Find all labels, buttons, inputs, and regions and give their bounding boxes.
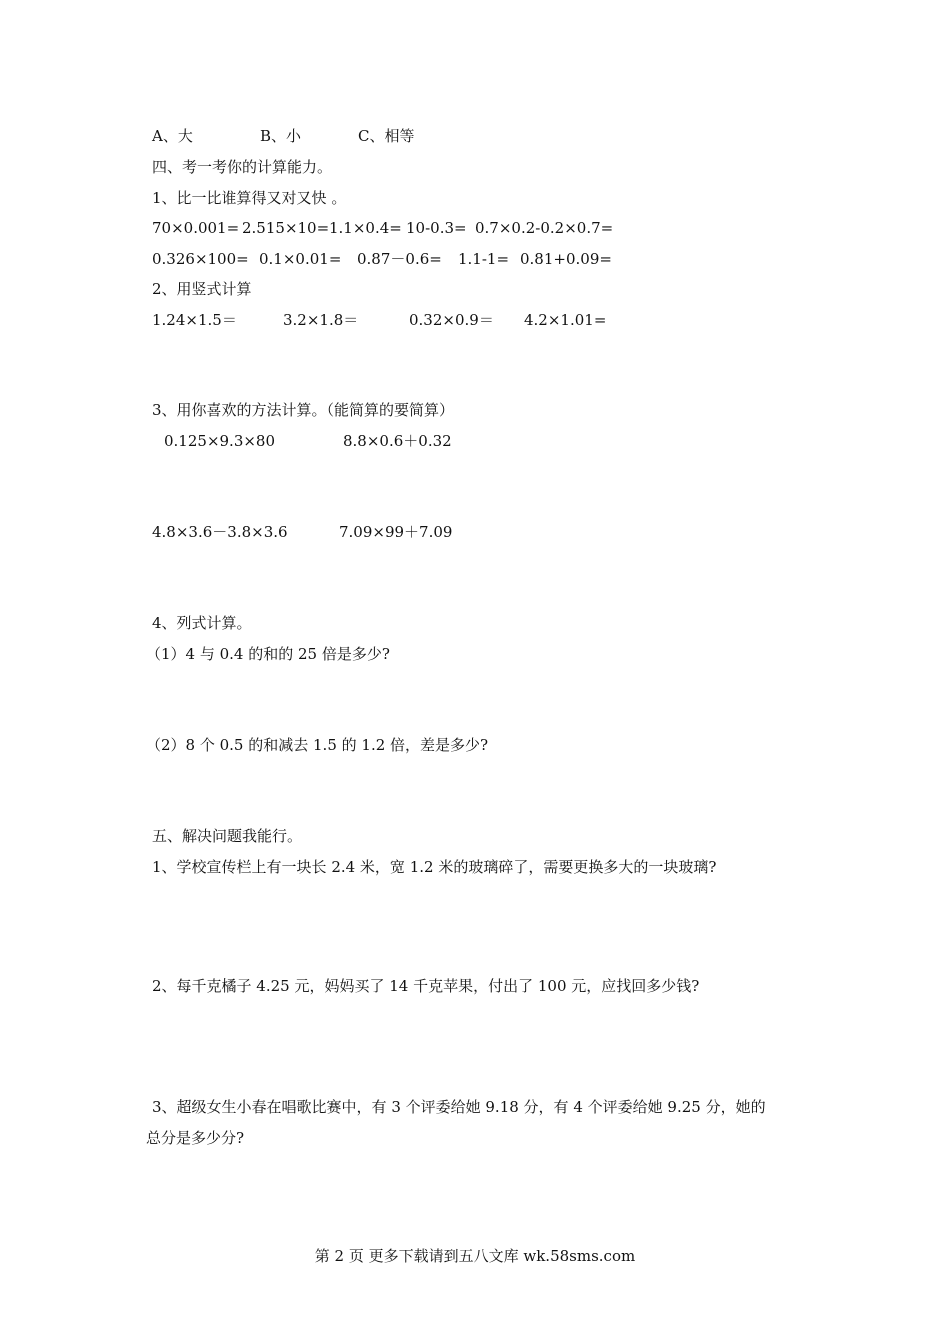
q3-expr: 7.09×99＋7.09 xyxy=(339,523,453,541)
section5-title: 五、解决问题我能行。 xyxy=(152,827,303,845)
problem-3-continued: 总分是多少分? xyxy=(146,1129,245,1147)
q3-expr: 0.125×9.3×80 xyxy=(164,432,276,450)
q1-expr: 1.1-1= xyxy=(458,250,510,268)
q3-title: 3、用你喜欢的方法计算。（能简算的要简算） xyxy=(152,401,455,419)
choice-b: B、小 xyxy=(260,127,302,145)
choice-c: C、相等 xyxy=(358,127,415,145)
q1-expr: 0.1×0.01= xyxy=(259,250,342,268)
problem-2: 2、每千克橘子 4.25 元，妈妈买了 14 千克苹果，付出了 100 元，应找回多少钱? xyxy=(152,977,700,995)
q4-item-2: （2）8 个 0.5 的和减去 1.5 的 1.2 倍，差是多少? xyxy=(146,736,489,754)
q1-expr: 2.515×10= xyxy=(242,219,330,237)
q1-expr: 0.326×100= xyxy=(152,250,249,268)
page-footer: 第 2 页 更多下载请到五八文库 wk.58sms.com xyxy=(314,1247,636,1265)
q4-title: 4、列式计算。 xyxy=(152,614,252,632)
section4-title: 四、考一考你的计算能力。 xyxy=(152,158,333,176)
choice-a: A、大 xyxy=(152,127,193,145)
problem-1: 1、学校宣传栏上有一块长 2.4 米，宽 1.2 米的玻璃碎了，需要更换多大的一块玻璃? xyxy=(152,858,717,876)
q2-expr: 1.24×1.5＝ xyxy=(152,311,237,329)
q1-title: 1、比一比谁算得又对又快 。 xyxy=(152,189,347,207)
q2-expr: 3.2×1.8＝ xyxy=(283,311,359,329)
q3-expr: 8.8×0.6＋0.32 xyxy=(343,432,452,450)
q2-title: 2、用竖式计算 xyxy=(152,280,252,298)
problem-3: 3、超级女生小春在唱歌比赛中，有 3 个评委给她 9.18 分，有 4 个评委给她 9.25 分，她的 xyxy=(152,1098,766,1116)
q1-expr: 0.87－0.6= xyxy=(357,250,442,268)
q3-expr: 4.8×3.6－3.8×3.6 xyxy=(152,523,288,541)
q1-expr: 0.81+0.09= xyxy=(520,250,612,268)
q1-expr: 70×0.001= xyxy=(152,219,240,237)
q1-expr: 1.1×0.4= xyxy=(329,219,402,237)
q1-expr: 0.7×0.2-0.2×0.7= xyxy=(475,219,614,237)
q2-expr: 0.32×0.9＝ xyxy=(409,311,494,329)
q2-expr: 4.2×1.01= xyxy=(524,311,607,329)
q1-expr: 10-0.3= xyxy=(406,219,467,237)
q4-item-1: （1）4 与 0.4 的和的 25 倍是多少? xyxy=(146,645,390,663)
